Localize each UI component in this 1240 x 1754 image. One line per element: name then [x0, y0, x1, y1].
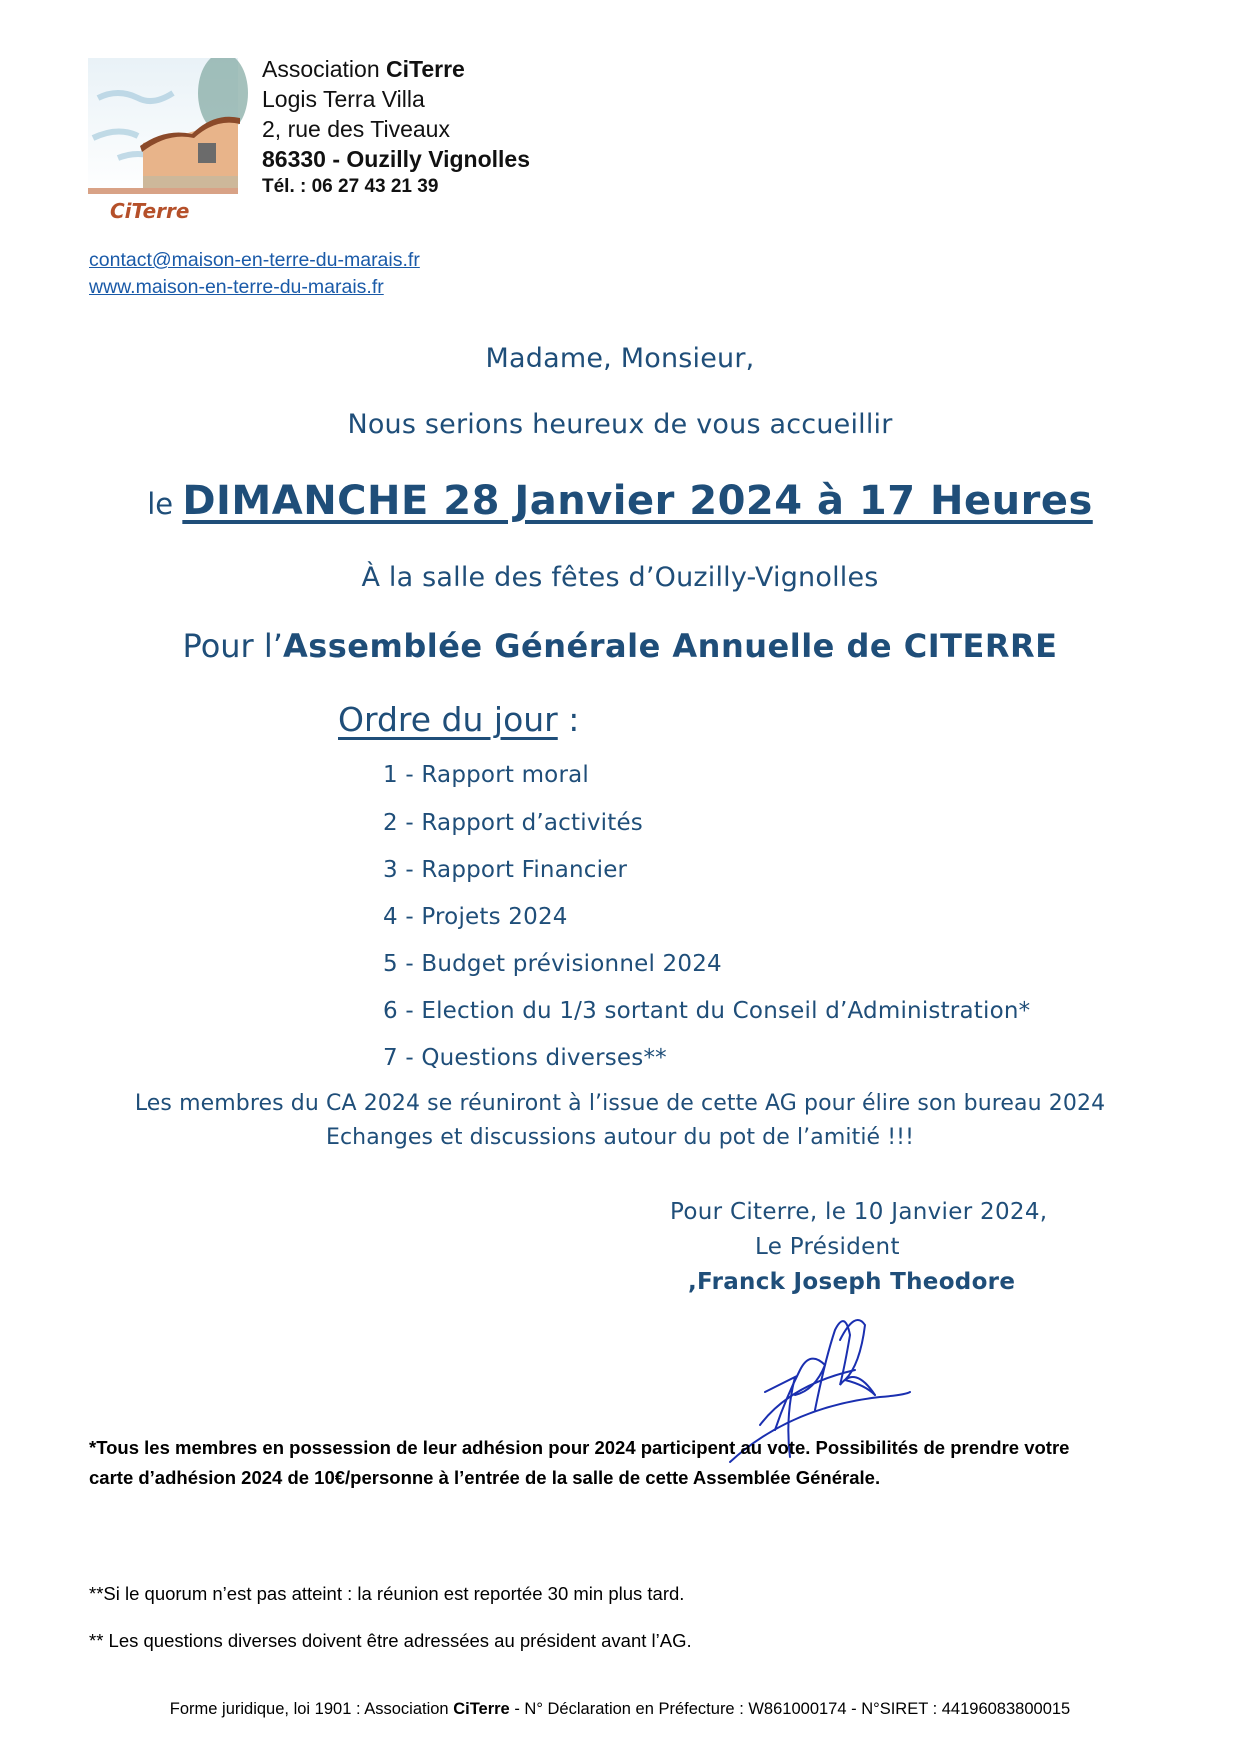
phone-number: Tél. : 06 27 43 21 39 [262, 176, 439, 197]
meeting-title: Pour l’Assemblée Générale Annuelle de CITERRE [182, 627, 1058, 665]
address-line-1: Logis Terra Villa [262, 86, 425, 112]
agenda-item: 4 - Projets 2024 [383, 904, 568, 930]
agenda-item: 3 - Rapport Financier [383, 857, 628, 883]
footnote-membership-line1: *Tous les membres en possession de leur adhésion pour 2024 participent au vote. Possibilités de prendre votre [89, 1437, 1070, 1458]
pot-note: Echanges et discussions autour du pot de l’amitié !!! [325, 1125, 915, 1150]
address-line-2: 2, rue des Tiveaux [262, 116, 450, 142]
event-date: DIMANCHE 28 Janvier 2024 à 17 Heures [182, 478, 1093, 524]
signatory-name: ,Franck Joseph Theodore [688, 1269, 1016, 1295]
legal-footer: Forme juridique, loi 1901 : Association CiTerre - N° Déclaration en Préfecture : W861000174 - N°SIRET : 44196083800015 [169, 1700, 1071, 1718]
agenda-item: 6 - Election du 1/3 sortant du Conseil d’Administration* [383, 998, 1031, 1024]
footnote-questions: ** Les questions diverses doivent être adressées au président avant l’AG. [89, 1630, 692, 1651]
venue: À la salle des fêtes d’Ouzilly-Vignolles [361, 562, 879, 593]
signature-place-date: Pour Citerre, le 10 Janvier 2024, [670, 1199, 1048, 1225]
agenda-item: 5 - Budget prévisionnel 2024 [383, 951, 722, 977]
agenda-heading: Ordre du jour : [338, 700, 580, 739]
meeting-name: Assemblée Générale Annuelle de CITERRE [282, 627, 1058, 665]
footnote-membership-line2: carte d’adhésion 2024 de 10€/personne à l’entrée de la salle de cette Assemblée Générale. [89, 1467, 881, 1488]
agenda-item: 2 - Rapport d’activités [383, 810, 643, 836]
event-date-line [0, 478, 1240, 524]
footnote-quorum: **Si le quorum n’est pas atteint : la réunion est reportée 30 min plus tard. [89, 1583, 685, 1604]
postal-city: 86330 - Ouzilly Vignolles [262, 146, 531, 172]
agenda-item: 7 - Questions diverses** [383, 1045, 667, 1071]
svg-text:CiTerre: CiTerre [110, 199, 190, 223]
org-name: CiTerre [386, 56, 465, 82]
signature-role: Le Président [755, 1234, 900, 1260]
intro-text: Nous serions heureux de vous accueillir [347, 409, 893, 440]
org-name-line: Association CiTerre [262, 56, 465, 82]
salutation: Madame, Monsieur, [485, 343, 755, 374]
email-link[interactable]: contact@maison-en-terre-du-marais.fr [89, 249, 420, 271]
citerre-logo [88, 58, 248, 228]
date-prefix: le [147, 487, 183, 521]
ca-note: Les membres du CA 2024 se réuniront à l’issue de cette AG pour élire son bureau 2024 [134, 1091, 1106, 1116]
legal-org-name: CiTerre [453, 1700, 510, 1718]
website-link[interactable]: www.maison-en-terre-du-marais.fr [89, 276, 384, 298]
agenda-item: 1 - Rapport moral [383, 762, 589, 788]
